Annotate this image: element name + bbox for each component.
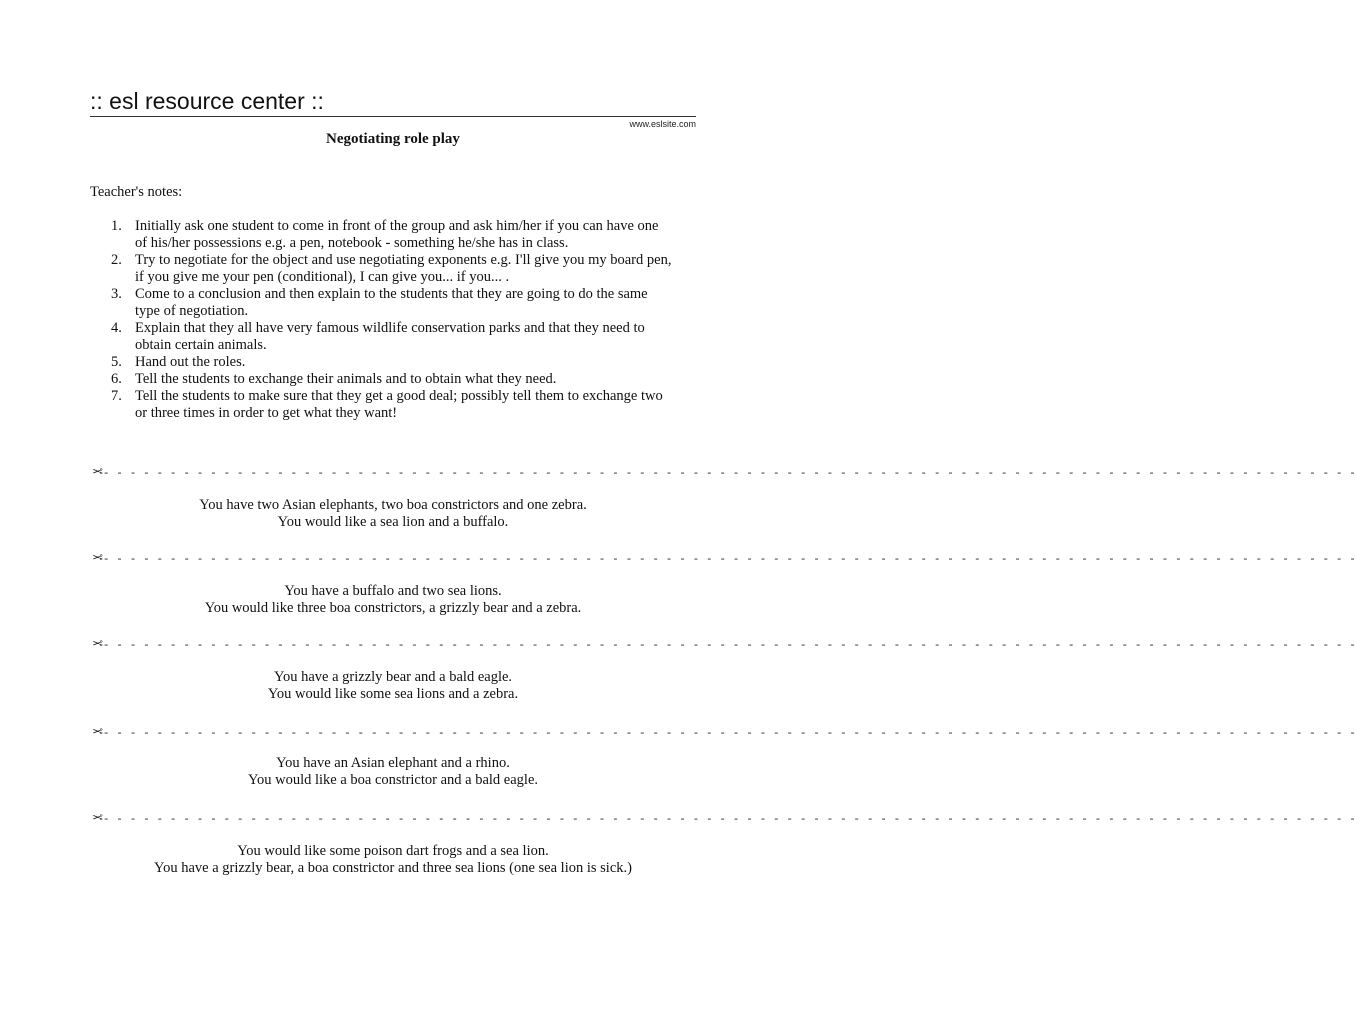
role-card (0, 669, 786, 703)
cut-line (92, 551, 1356, 566)
list-item-line: Hand out the roles. (135, 354, 246, 370)
list-item-number: 7. (111, 388, 122, 404)
list-item-number: 4. (111, 320, 122, 336)
cut-dashes: - - - - - - - - - - - - - - - - - - - - - - - - - - - - - - - - - - - - - - - - - - - - - - - - - - - - - - - - - - - - - - - - - - - - - - - - - - - - - - - - - - - - - - - - - - - - - - (102, 554, 1356, 566)
cut-line (92, 811, 1356, 826)
list-item (90, 286, 710, 320)
list-item-line: Initially ask one student to come in front of the group and ask him/her if you can have one (135, 218, 659, 234)
role-card-line: You would like some sea lions and a zebra. (267, 686, 519, 702)
site-url: www.eslsite.com (629, 119, 696, 129)
list-item-line: or three times in order to get what they want! (135, 405, 398, 421)
role-card-line: You would like a sea lion and a buffalo. (277, 514, 509, 530)
role-card (0, 583, 786, 617)
list-item-number: 3. (111, 286, 122, 302)
scissors-icon: ✂ (92, 725, 103, 740)
cut-dashes: - - - - - - - - - - - - - - - - - - - - - - - - - - - - - - - - - - - - - - - - - - - - - - - - - - - - - - - - - - - - - - - - - - - - - - - - - - - - - - - - - - - - - - - - - - - - - - (102, 728, 1356, 740)
list-item-line: Tell the students to exchange their animals and to obtain what they need. (135, 371, 557, 387)
cut-line (92, 725, 1356, 740)
role-card-line: You would like three boa constrictors, a grizzly bear and a zebra. (204, 600, 582, 616)
list-item-number: 6. (111, 371, 122, 387)
teacher-notes-list (90, 218, 710, 422)
role-card (0, 755, 786, 789)
list-item (90, 371, 710, 388)
cut-line (92, 637, 1356, 652)
scissors-icon: ✂ (92, 465, 103, 480)
list-item (90, 320, 710, 354)
list-item-line: Explain that they all have very famous wildlife conservation parks and that they need to (135, 320, 645, 336)
list-item-line: of his/her possessions e.g. a pen, notebook - something he/she has in class. (135, 235, 569, 251)
role-card-line: You would like some poison dart frogs and a sea lion. (237, 843, 549, 859)
cut-dashes: - - - - - - - - - - - - - - - - - - - - - - - - - - - - - - - - - - - - - - - - - - - - - - - - - - - - - - - - - - - - - - - - - - - - - - - - - - - - - - - - - - - - - - - - - - - - - - (102, 640, 1356, 652)
role-card-line: You have a buffalo and two sea lions. (284, 583, 502, 599)
role-card (0, 497, 786, 531)
list-item (90, 218, 710, 252)
role-card-line: You have a grizzly bear and a bald eagle. (273, 669, 513, 685)
cut-dashes: - - - - - - - - - - - - - - - - - - - - - - - - - - - - - - - - - - - - - - - - - - - - - - - - - - - - - - - - - - - - - - - - - - - - - - - - - - - - - - - - - - - - - - - - - - - - - - (102, 814, 1356, 826)
header-divider (90, 116, 696, 117)
cut-line (92, 465, 1356, 480)
list-item-line: type of negotiation. (135, 303, 249, 319)
scissors-icon: ✂ (92, 811, 103, 826)
scissors-icon: ✂ (92, 637, 103, 652)
role-card-line: You have a grizzly bear, a boa constrictor and three sea lions (one sea lion is sick.) (154, 860, 632, 876)
list-item-number: 1. (111, 218, 122, 234)
list-item-number: 2. (111, 252, 122, 268)
notes-heading: Teacher's notes: (90, 184, 183, 200)
role-card-line: You would like a boa constrictor and a bald eagle. (247, 772, 539, 788)
scissors-icon: ✂ (92, 551, 103, 566)
site-title: :: esl resource center :: (90, 88, 324, 114)
list-item-line: obtain certain animals. (135, 337, 267, 353)
role-card (0, 843, 786, 877)
list-item (90, 388, 710, 422)
cut-dashes: - - - - - - - - - - - - - - - - - - - - - - - - - - - - - - - - - - - - - - - - - - - - - - - - - - - - - - - - - - - - - - - - - - - - - - - - - - - - - - - - - - - - - - - - - - - - - - (102, 468, 1356, 480)
list-item-line: Come to a conclusion and then explain to the students that they are going to do the same (135, 286, 648, 302)
role-card-line: You have an Asian elephant and a rhino. (276, 755, 510, 771)
role-card-line: You have two Asian elephants, two boa constrictors and one zebra. (199, 497, 587, 513)
list-item-line: Try to negotiate for the object and use negotiating exponents e.g. I'll give you my board pen, (135, 252, 672, 268)
list-item-line: Tell the students to make sure that they get a good deal; possibly tell them to exchange two (135, 388, 663, 404)
list-item-line: if you give me your pen (conditional), I can give you... if you... . (135, 269, 510, 285)
list-item-number: 5. (111, 354, 122, 370)
list-item (90, 354, 710, 371)
document-title: Negotiating role play (326, 131, 460, 147)
list-item (90, 252, 710, 286)
